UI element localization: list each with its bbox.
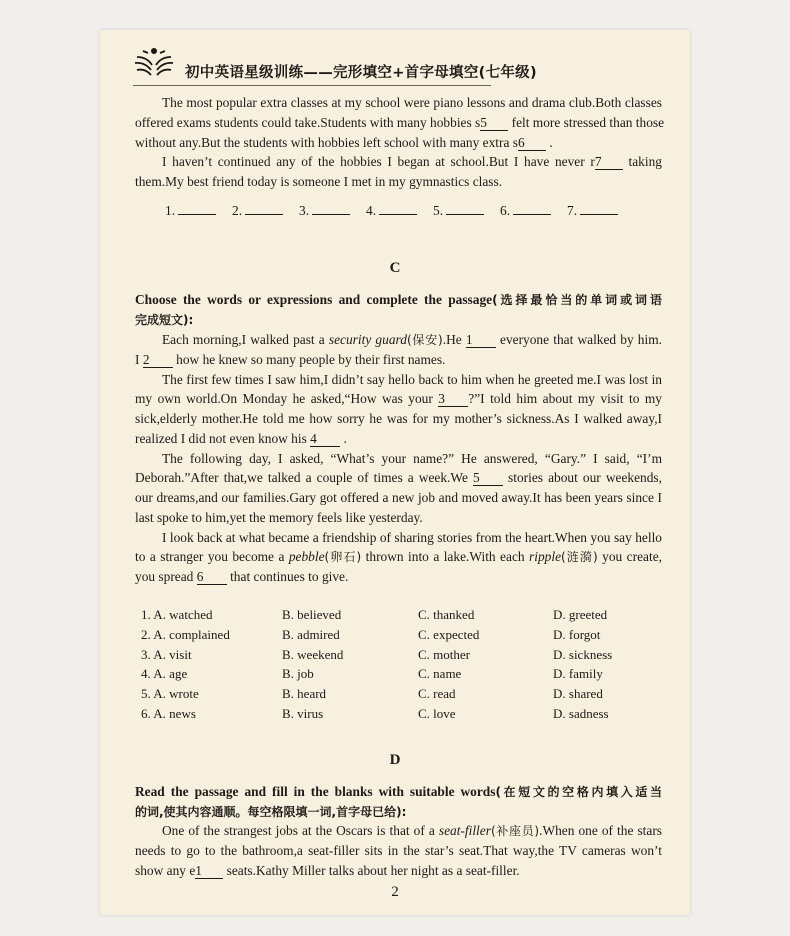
text-run: The most popular extra classes at my school were piano lessons and drama club.Both classes <box>162 95 662 110</box>
text-run: our dreams,and our families.Gary got offered a new job and moved away.It has been years since I <box>135 490 662 505</box>
passage-line <box>135 528 662 548</box>
text-run: seats.Kathy Miller talks about her night as a seat-filler. <box>223 862 520 878</box>
blank-number: 3 <box>438 392 468 407</box>
option-choice: 6. A. news <box>141 705 196 721</box>
text-run: . <box>340 430 347 446</box>
blank-number: 2 <box>143 353 173 368</box>
option-choice: C. read <box>418 686 456 702</box>
answer-slot: 2. <box>232 202 299 219</box>
text-run: thrown into a lake.With each <box>361 549 530 565</box>
fill-blank <box>438 391 468 406</box>
section-c-passage <box>135 330 662 587</box>
section-d-instruction <box>135 782 662 822</box>
text-run: everyone that walked by him. <box>495 332 662 347</box>
text-run: Deborah.”After that,we talked a couple of times a week.We <box>135 470 473 486</box>
text-run: them.My best friend today is someone I met in my gymnastics class. <box>135 174 503 189</box>
header-divider <box>133 85 491 86</box>
instruction-line <box>135 782 662 802</box>
answer-line <box>446 202 484 215</box>
section-d-heading: D <box>389 752 401 768</box>
text-run: show any <box>135 862 190 878</box>
passage-line <box>135 350 662 370</box>
answer-slot: 3. <box>299 202 366 219</box>
passage-line <box>135 330 662 350</box>
section-b-passage <box>135 93 665 192</box>
answer-line <box>245 202 283 215</box>
option-choice: 2. A. complained <box>141 626 230 642</box>
text-run: my own world.On Monday he asked,“How was your <box>135 391 439 407</box>
answer-slot: 6. <box>500 202 567 219</box>
header-title: 初中英语星级训练——完形填空+首字母填空(七年级) <box>185 65 537 81</box>
text-run: pebble <box>288 549 325 565</box>
answer-line <box>312 202 350 215</box>
blank-number: 7 <box>595 155 623 170</box>
text-run: (选择最恰当的单词或词语 <box>492 293 662 307</box>
option-choice: C. expected <box>418 626 480 642</box>
text-run: I haven’t continued any of the hobbies I began at school.But I have never <box>162 154 591 170</box>
passage-line <box>135 429 662 449</box>
fill-blank <box>473 470 503 485</box>
option-choice: D. forgot <box>553 626 601 642</box>
section-d-passage <box>135 821 662 880</box>
text-run: offered exams students could take.Students with many hobbies <box>135 114 476 130</box>
option-row <box>141 664 673 684</box>
text-run: last spoke to him,yet the memory feels like yesterday. <box>135 509 423 525</box>
text-run: .When one of the stars <box>539 823 662 838</box>
option-choice: D. greeted <box>553 607 608 622</box>
option-row <box>141 605 673 625</box>
text-run: you spread <box>135 569 197 584</box>
option-row <box>141 704 673 724</box>
option-choice: C. thanked <box>418 607 475 622</box>
text-run: Choose the words or expressions and complete the passage <box>135 292 493 307</box>
blank-number: 1 <box>466 333 496 348</box>
option-choice: B. job <box>282 666 314 682</box>
blank-number: 6 <box>518 136 546 151</box>
text-run: Read the passage and fill in the blanks with suitable words <box>135 784 496 799</box>
fill-blank: r7 <box>590 154 622 169</box>
option-row <box>141 645 673 665</box>
text-run: ripple <box>529 549 562 565</box>
text-run: 完成短文): <box>135 312 194 327</box>
option-choice: 5. A. wrote <box>141 686 199 702</box>
passage-line <box>135 113 665 133</box>
option-choice: B. virus <box>282 705 324 721</box>
answer-slot: 5. <box>433 202 500 219</box>
answer-slots <box>165 202 634 219</box>
passage-line <box>135 409 662 429</box>
option-choice: C. love <box>418 705 456 721</box>
passage-line <box>135 468 662 488</box>
text-run: The first few times I saw him,I didn’t say hello back to him when he greeted me.I was lost in <box>162 371 662 387</box>
text-run: felt more stressed than those <box>508 114 665 130</box>
passage-line <box>135 508 662 528</box>
text-run: (补座员) <box>490 824 540 838</box>
text-run: without any.But the students with hobbies left school with many extra <box>135 134 513 150</box>
section-c-heading: C <box>389 260 401 276</box>
text-run: .He <box>442 332 466 347</box>
text-run: that continues to give. <box>226 569 349 584</box>
option-choice: 4. A. age <box>141 666 188 682</box>
text-run: I look back at what became a friendship of sharing stories from the heart.When you say hello <box>162 529 662 545</box>
section-c-options <box>141 605 673 724</box>
fill-blank <box>466 332 496 347</box>
text-run: (在短文的空格内填入适当 <box>495 785 662 799</box>
option-choice: B. admired <box>282 626 340 642</box>
option-choice: D. shared <box>553 686 603 702</box>
answer-line <box>379 202 417 215</box>
option-row <box>141 625 673 645</box>
fill-blank <box>310 431 340 446</box>
option-choice: C. mother <box>418 646 470 662</box>
text-run: stories about our weekends, <box>502 470 662 486</box>
blank-number: 5 <box>480 116 508 131</box>
text-run: 的词,使其内容通顺。每空格限填一词,首字母已给): <box>135 804 407 819</box>
passage-line <box>135 861 662 881</box>
text-run: taking <box>622 154 662 170</box>
instruction-line <box>135 802 662 822</box>
blank-number: 5 <box>473 471 503 486</box>
option-choice: D. sickness <box>553 646 613 662</box>
text-run: seat-filler <box>438 823 491 838</box>
option-choice: D. family <box>553 666 603 682</box>
passage-line <box>135 567 662 587</box>
blank-number: 6 <box>197 570 227 585</box>
text-run: how he knew so many people by their first names. <box>172 351 446 367</box>
text-run: needs to go to the bathroom,a seat-filler sits in the star’s seat.That way,the TV cameras won’t <box>135 842 662 858</box>
text-run: The following day, I asked, “What’s your name?” He answered, “Gary.” I said, “I’m <box>162 450 662 466</box>
text-run: to a stranger you become a <box>135 549 289 565</box>
text-run: sick,elderly mother.He told me how sorry he was for my mother’s sickness.As I walked away,I <box>135 411 662 426</box>
text-run: you create, <box>597 549 662 565</box>
passage-line <box>135 449 662 469</box>
option-choice: 3. A. visit <box>141 646 192 662</box>
passage-line <box>135 133 662 153</box>
passage-line <box>135 821 662 841</box>
instruction-line <box>135 310 662 330</box>
page-number: 2 <box>391 884 399 900</box>
blank-number: 1 <box>195 864 223 879</box>
text-run: I <box>135 351 143 367</box>
text-run: realized I did not even know his <box>135 430 311 446</box>
text-run: (涟漪) <box>561 550 598 565</box>
text-run: (卵石) <box>324 550 362 565</box>
text-run: Each morning,I walked past a <box>162 332 329 347</box>
text-run: security guard <box>328 332 407 347</box>
passage-line <box>135 841 662 861</box>
section-c-instruction <box>135 290 662 330</box>
option-choice: 1. A. watched <box>141 607 213 622</box>
blank-number: 4 <box>310 432 340 447</box>
text-run: One of the strangest jobs at the Oscars is that of a <box>162 823 439 838</box>
passage-line <box>135 389 662 409</box>
passage-line <box>135 152 662 172</box>
wheat-sunburst-logo-icon <box>133 45 175 79</box>
answer-slot: 1. <box>165 202 232 219</box>
answer-slot: 4. <box>366 202 433 219</box>
fill-blank <box>197 569 227 584</box>
passage-line <box>135 488 662 508</box>
fill-blank <box>143 352 173 367</box>
option-choice: B. believed <box>282 607 342 622</box>
answer-line <box>580 202 618 215</box>
passage-line <box>135 172 662 192</box>
option-choice: B. weekend <box>282 646 344 662</box>
answer-line <box>178 202 216 215</box>
option-choice: C. name <box>418 666 462 682</box>
fill-blank: e1 <box>189 863 223 878</box>
text-run: (保安) <box>406 333 443 347</box>
option-choice: D. sadness <box>553 705 609 721</box>
answer-slot: 7. <box>567 202 634 219</box>
text-run: ?”I told him about my visit to my <box>468 391 662 407</box>
option-choice: B. heard <box>282 686 327 702</box>
passage-line <box>135 547 662 567</box>
passage-line <box>135 93 662 113</box>
fill-blank: s5 <box>475 115 508 130</box>
passage-line <box>135 370 662 390</box>
instruction-line <box>135 290 662 310</box>
text-run: . <box>545 134 553 150</box>
option-row <box>141 684 673 704</box>
fill-blank: s6 <box>513 135 546 150</box>
answer-line <box>513 202 551 215</box>
